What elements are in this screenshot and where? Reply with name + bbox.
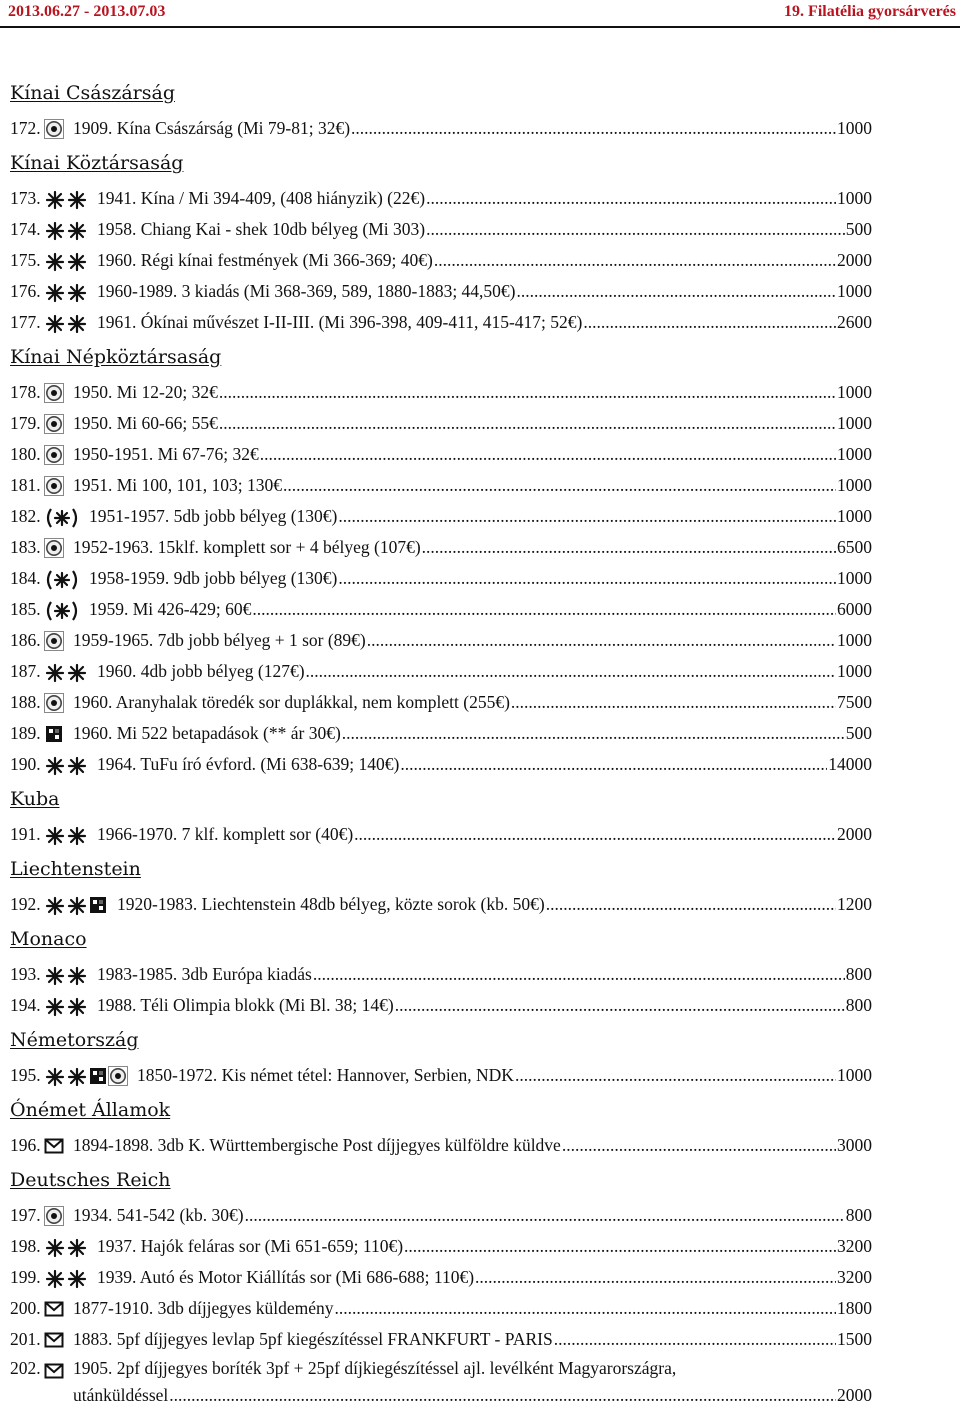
lot-price: 1200 (837, 894, 872, 914)
stamp-mint-icon (44, 189, 88, 209)
lot-number: 194. (10, 995, 41, 1015)
lot-number: 189. (10, 723, 41, 743)
stamp-mint-icon (44, 1237, 88, 1257)
lot-row (10, 1355, 872, 1415)
stamp-mint-icon (44, 1268, 88, 1288)
lot-number: 195. (10, 1065, 41, 1085)
stamp-mint-icon (44, 965, 88, 985)
condition-icons (44, 1355, 64, 1386)
stamp-postmarked-icon (44, 631, 64, 651)
lot-price: 1000 (837, 118, 872, 138)
lot-row (10, 1200, 872, 1231)
header-rule (0, 26, 960, 28)
stamp-mint-icon (44, 895, 88, 915)
lot-number: 188. (10, 692, 41, 712)
stamp-mint-icon (44, 996, 88, 1016)
section-title: Kínai Köztársaság (10, 152, 184, 174)
lot-price: 2000 (837, 250, 872, 270)
section-title: Liechtenstein (10, 858, 141, 880)
section-title: Németország (10, 1029, 139, 1051)
lot-price: 500 (845, 723, 872, 743)
condition-icons (44, 1231, 88, 1262)
section-title: Monaco (10, 928, 87, 950)
leader-dots (515, 1060, 836, 1091)
leader-dots (475, 1262, 836, 1293)
lot-row (10, 990, 872, 1021)
lot-description: 1939. Autó és Motor Kiállítás sor (Mi 686-688; 110€) (97, 1267, 475, 1287)
lot-number: 177. (10, 312, 41, 332)
lot-number: 201. (10, 1329, 41, 1349)
stamp-hinged-icon (44, 507, 80, 527)
lot-row (10, 439, 872, 470)
leader-dots (583, 307, 836, 338)
condition-icons (44, 501, 80, 532)
condition-icons (44, 889, 108, 920)
condition-icons (44, 990, 88, 1021)
lot-description: 1951. Mi 100, 101, 103; 130€ (73, 475, 283, 495)
leader-dots (404, 1231, 836, 1262)
leader-dots (422, 532, 836, 563)
leader-dots (219, 377, 836, 408)
lot-number: 180. (10, 444, 41, 464)
lot-row (10, 501, 872, 532)
condition-icons (44, 245, 88, 276)
date-range: 2013.06.27 - 2013.07.03 (8, 3, 166, 20)
lot-price: 7500 (837, 692, 872, 712)
stamp-mint-icon (44, 282, 88, 302)
lot-price: 1000 (837, 281, 872, 301)
lot-description: 1883. 5pf díjjegyes levlap 5pf kiegészítéssel FRANKFURT - PARIS (73, 1329, 553, 1349)
lot-number: 199. (10, 1267, 41, 1287)
lot-price: 500 (845, 219, 872, 239)
lot-number: 192. (10, 894, 41, 914)
lot-description: 1961. Ókínai művészet I-II-III. (Mi 396-398, 409-411, 415-417; 52€) (97, 312, 583, 332)
condition-icons (44, 183, 88, 214)
leader-dots (260, 439, 836, 470)
lot-number: 173. (10, 188, 41, 208)
lot-number: 174. (10, 219, 41, 239)
lot-price: 1000 (837, 382, 872, 402)
lot-description: 1905. 2pf díjjegyes boríték 3pf + 25pf díjkiegészítéssel ajl. levélként Magyarországra, (73, 1358, 677, 1378)
condition-icons (44, 819, 88, 850)
stamp-mint-icon (44, 313, 88, 333)
lot-description: 1950. Mi 12-20; 32€ (73, 382, 218, 402)
lot-number: 186. (10, 630, 41, 650)
leader-dots (169, 1382, 836, 1409)
lot-row (10, 276, 872, 307)
lot-description: 1960-1989. 3 kiadás (Mi 368-369, 589, 1880-1883; 44,50€) (97, 281, 516, 301)
envelope-icon (44, 1136, 64, 1156)
leader-dots (354, 819, 836, 850)
stamp-postmarked-icon (108, 1066, 128, 1086)
lot-price: 1000 (837, 444, 872, 464)
leader-dots (400, 749, 827, 780)
lot-row (10, 959, 872, 990)
section-title: Kuba (10, 788, 60, 810)
lot-number: 183. (10, 537, 41, 557)
lot-row (10, 625, 872, 656)
lot-row (10, 889, 872, 920)
leader-dots (517, 276, 836, 307)
stamp-postmarked-icon (44, 414, 64, 434)
leader-dots (351, 113, 836, 144)
condition-icons (44, 656, 88, 687)
section (10, 1098, 872, 1168)
condition-icons (44, 687, 64, 718)
stamp-postmarked-icon (44, 383, 64, 403)
leader-dots (313, 959, 845, 990)
lot-description: 1894-1898. 3db K. Württembergische Post díjjegyes külföldre küldve (73, 1135, 561, 1155)
lot-price: 1000 (837, 506, 872, 526)
lot-price: 6000 (837, 599, 872, 619)
condition-icons (44, 1293, 64, 1324)
leader-dots (367, 625, 836, 656)
condition-icons (44, 532, 64, 563)
stamp-postmarked-icon (44, 693, 64, 713)
lot-number: 200. (10, 1298, 41, 1318)
stamp-mint-icon (44, 220, 88, 240)
condition-icons (44, 377, 64, 408)
condition-icons (44, 307, 88, 338)
section (10, 345, 872, 787)
lot-list (10, 81, 872, 1422)
lot-price: 1000 (837, 413, 872, 433)
stamp-postmarked-icon (44, 119, 64, 139)
lot-price: 800 (845, 1205, 872, 1225)
lot-row (10, 532, 872, 563)
lot-row (10, 183, 872, 214)
stamp-mint-icon (44, 1066, 88, 1086)
leader-dots (252, 594, 836, 625)
lot-number: 193. (10, 964, 41, 984)
lot-description: 1951-1957. 5db jobb bélyeg (130€) (89, 506, 338, 526)
lot-description-cont: utánküldéssel (73, 1385, 169, 1405)
stamp-block-icon (44, 724, 64, 744)
lot-row (10, 819, 872, 850)
condition-icons (44, 749, 88, 780)
lot-row (10, 1231, 872, 1262)
condition-icons (44, 1324, 64, 1355)
lot-price: 2000 (837, 1385, 872, 1405)
leader-dots (342, 718, 845, 749)
section (10, 857, 872, 927)
lot-row (10, 1324, 872, 1355)
lot-row (10, 563, 872, 594)
section (10, 1168, 872, 1422)
condition-icons (44, 959, 88, 990)
section (10, 787, 872, 857)
leader-dots (426, 183, 836, 214)
section-title: Ónémet Államok (10, 1099, 171, 1121)
lot-description: 1934. 541-542 (kb. 30€) (73, 1205, 244, 1225)
lot-price: 1000 (837, 568, 872, 588)
lot-price: 3200 (837, 1267, 872, 1287)
lot-price: 2000 (837, 824, 872, 844)
lot-description: 1964. TuFu író évford. (Mi 638-639; 140€) (97, 754, 400, 774)
section (10, 151, 872, 345)
section-title: Kínai Császárság (10, 82, 175, 104)
lot-price: 3000 (837, 1135, 872, 1155)
lot-row (10, 687, 872, 718)
lot-number: 185. (10, 599, 41, 619)
lot-description: 1960. Régi kínai festmények (Mi 366-369; 40€) (97, 250, 433, 270)
leader-dots (554, 1324, 836, 1355)
lot-description: 1966-1970. 7 klf. komplett sor (40€) (97, 824, 354, 844)
stamp-mint-icon (44, 251, 88, 271)
condition-icons (44, 214, 88, 245)
condition-icons (44, 408, 64, 439)
lot-description: 1950-1951. Mi 67-76; 32€ (73, 444, 259, 464)
section (10, 81, 872, 151)
lot-number: 182. (10, 506, 41, 526)
page-header (0, 0, 960, 22)
lot-row (10, 1130, 872, 1161)
lot-number: 202. (10, 1358, 41, 1378)
lot-price: 800 (845, 995, 872, 1015)
leader-dots (546, 889, 836, 920)
lot-price: 1000 (837, 188, 872, 208)
leader-dots (434, 245, 836, 276)
condition-icons (44, 1200, 64, 1231)
lot-number: 190. (10, 754, 41, 774)
leader-dots (283, 470, 836, 501)
lot-number: 176. (10, 281, 41, 301)
lot-row (10, 1060, 872, 1091)
condition-icons (44, 276, 88, 307)
condition-icons (44, 1130, 64, 1161)
lot-row (10, 307, 872, 338)
lot-description: 1958. Chiang Kai - shek 10db bélyeg (Mi 303) (97, 219, 426, 239)
lot-description: 1950. Mi 60-66; 55€ (73, 413, 218, 433)
leader-dots (511, 687, 836, 718)
condition-icons (44, 470, 64, 501)
lot-row (10, 377, 872, 408)
lot-description: 1960. Mi 522 betapadások (** ár 30€) (73, 723, 341, 743)
lot-description: 1960. 4db jobb bélyeg (127€) (97, 661, 305, 681)
lot-number: 175. (10, 250, 41, 270)
condition-icons (44, 563, 80, 594)
lot-number: 178. (10, 382, 41, 402)
lot-number: 191. (10, 824, 41, 844)
lot-description: 1850-1972. Kis német tétel: Hannover, Serbien, NDK (137, 1065, 514, 1085)
lot-row (10, 656, 872, 687)
lot-price: 1000 (837, 1065, 872, 1085)
stamp-block-icon (88, 1066, 108, 1086)
lot-description: 1959. Mi 426-429; 60€ (89, 599, 252, 619)
leader-dots (338, 563, 836, 594)
lot-number: 181. (10, 475, 41, 495)
envelope-icon (44, 1361, 64, 1381)
lot-row (10, 594, 872, 625)
lot-description: 1941. Kína / Mi 394-409, (408 hiányzik) (22€) (97, 188, 426, 208)
stamp-mint-icon (44, 825, 88, 845)
stamp-hinged-icon (44, 600, 80, 620)
condition-icons (44, 1262, 88, 1293)
lot-row (10, 470, 872, 501)
lot-row (10, 718, 872, 749)
leader-dots (245, 1200, 845, 1231)
stamp-postmarked-icon (44, 1206, 64, 1226)
lot-price: 3200 (837, 1236, 872, 1256)
section (10, 927, 872, 1028)
lot-description: 1909. Kína Császárság (Mi 79-81; 32€) (73, 118, 351, 138)
condition-icons (44, 625, 64, 656)
lot-row (10, 245, 872, 276)
lot-price: 1000 (837, 630, 872, 650)
stamp-postmarked-icon (44, 445, 64, 465)
lot-description: 1877-1910. 3db díjjegyes küldemény (73, 1298, 334, 1318)
stamp-block-icon (88, 895, 108, 915)
lot-number: 179. (10, 413, 41, 433)
stamp-postmarked-icon (44, 538, 64, 558)
leader-dots (338, 501, 836, 532)
section-title: Kínai Népköztársaság (10, 346, 222, 368)
leader-dots (306, 656, 836, 687)
lot-row (10, 1293, 872, 1324)
leader-dots (395, 990, 845, 1021)
lot-price: 14000 (828, 754, 872, 774)
lot-row (10, 749, 872, 780)
envelope-icon (44, 1299, 64, 1319)
lot-description: 1959-1965. 7db jobb bélyeg + 1 sor (89€) (73, 630, 366, 650)
lot-description: 1958-1959. 9db jobb bélyeg (130€) (89, 568, 338, 588)
lot-description: 1988. Téli Olimpia blokk (Mi Bl. 38; 14€) (97, 995, 394, 1015)
lot-number: 198. (10, 1236, 41, 1256)
lot-description: 1983-1985. 3db Európa kiadás (97, 964, 312, 984)
lot-description: 1937. Hajók feláras sor (Mi 651-659; 110€) (97, 1236, 404, 1256)
lot-price: 1000 (837, 475, 872, 495)
lot-number: 196. (10, 1135, 41, 1155)
leader-dots (426, 214, 845, 245)
leader-dots (562, 1130, 836, 1161)
condition-icons (44, 113, 64, 144)
lot-description: 1960. Aranyhalak töredék sor duplákkal, nem komplett (255€) (73, 692, 510, 712)
condition-icons (44, 594, 80, 625)
stamp-mint-icon (44, 662, 88, 682)
condition-icons (44, 718, 64, 749)
stamp-mint-icon (44, 755, 88, 775)
lot-price: 800 (845, 964, 872, 984)
lot-price: 1500 (837, 1329, 872, 1349)
lot-row (10, 1262, 872, 1293)
lot-number: 172. (10, 118, 41, 138)
stamp-hinged-icon (44, 569, 80, 589)
lot-price: 1800 (837, 1298, 872, 1318)
lot-row (10, 113, 872, 144)
condition-icons (44, 1060, 128, 1091)
lot-price: 1000 (837, 661, 872, 681)
lot-number: 197. (10, 1205, 41, 1225)
lot-number: 187. (10, 661, 41, 681)
condition-icons (44, 439, 64, 470)
stamp-postmarked-icon (44, 476, 64, 496)
lot-number: 184. (10, 568, 41, 588)
lot-row (10, 214, 872, 245)
envelope-icon (44, 1330, 64, 1350)
leader-dots (219, 408, 836, 439)
section (10, 1028, 872, 1098)
section-title: Deutsches Reich (10, 1169, 171, 1191)
auction-title: 19. Filatélia gyorsárverés (784, 3, 956, 20)
leader-dots (335, 1293, 836, 1324)
lot-price: 6500 (837, 537, 872, 557)
lot-description: 1920-1983. Liechtenstein 48db bélyeg, közte sorok (kb. 50€) (117, 894, 545, 914)
lot-row (10, 408, 872, 439)
lot-price: 2600 (837, 312, 872, 332)
lot-description: 1952-1963. 15klf. komplett sor + 4 bélyeg (107€) (73, 537, 421, 557)
